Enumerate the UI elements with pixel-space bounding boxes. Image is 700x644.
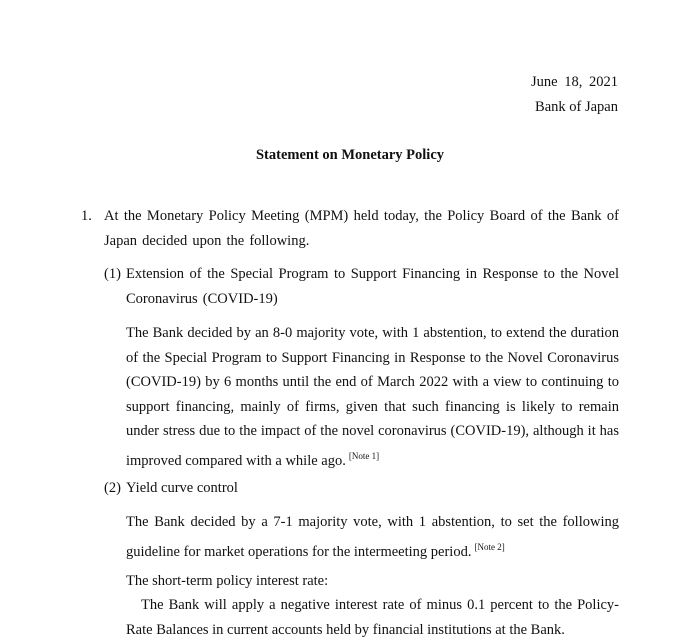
footnote-ref-2: [Note 2] <box>474 541 505 552</box>
policy-rate-heading: The short-term policy interest rate: <box>126 573 329 589</box>
issuer-name: Bank of Japan <box>535 99 618 115</box>
footnote-ref-1: [Note 1] <box>348 450 380 461</box>
section-number: 1. <box>81 208 92 224</box>
policy-rate-body: The Bank will apply a negative interest rate of minus 0.1 percent to the Policy-Rate Balances in current accounts held by financial institutions at the Bank. <box>126 597 619 638</box>
item-body-1-text: The Bank decided by an 8-0 majority vote, with 1 abstention, to extend the duration of the Special Program to Support Financing in Response to the Novel Coronavirus (COVID-19) by 6 months until the end of March 2022 with a view to continuing to support financing, mainly of firms, given that such financing is likely to remain under stress due to the impact of the novel coronavirus (COVID-19), although it has improved compared with a while ago. <box>126 325 619 469</box>
item-heading-2: Yield curve control <box>126 480 238 496</box>
item-body-2-text: The Bank decided by a 7-1 majority vote, with 1 abstention, to set the following guideline for market operations for the intermeeting period. <box>126 514 619 560</box>
item-body-2 <box>126 510 619 564</box>
statement-date: June 18, 2021 <box>531 74 618 90</box>
item-label-1: (1) <box>104 266 121 282</box>
item-heading-1: Extension of the Special Program to Support Financing in Response to the Novel Coronavirus (COVID-19) <box>126 266 619 307</box>
item-label-2: (2) <box>104 480 121 496</box>
item-body-1 <box>126 321 619 473</box>
section-intro: At the Monetary Policy Meeting (MPM) held today, the Policy Board of the Bank of Japan decided upon the following. <box>104 208 619 249</box>
document-title: Statement on Monetary Policy <box>255 147 445 163</box>
